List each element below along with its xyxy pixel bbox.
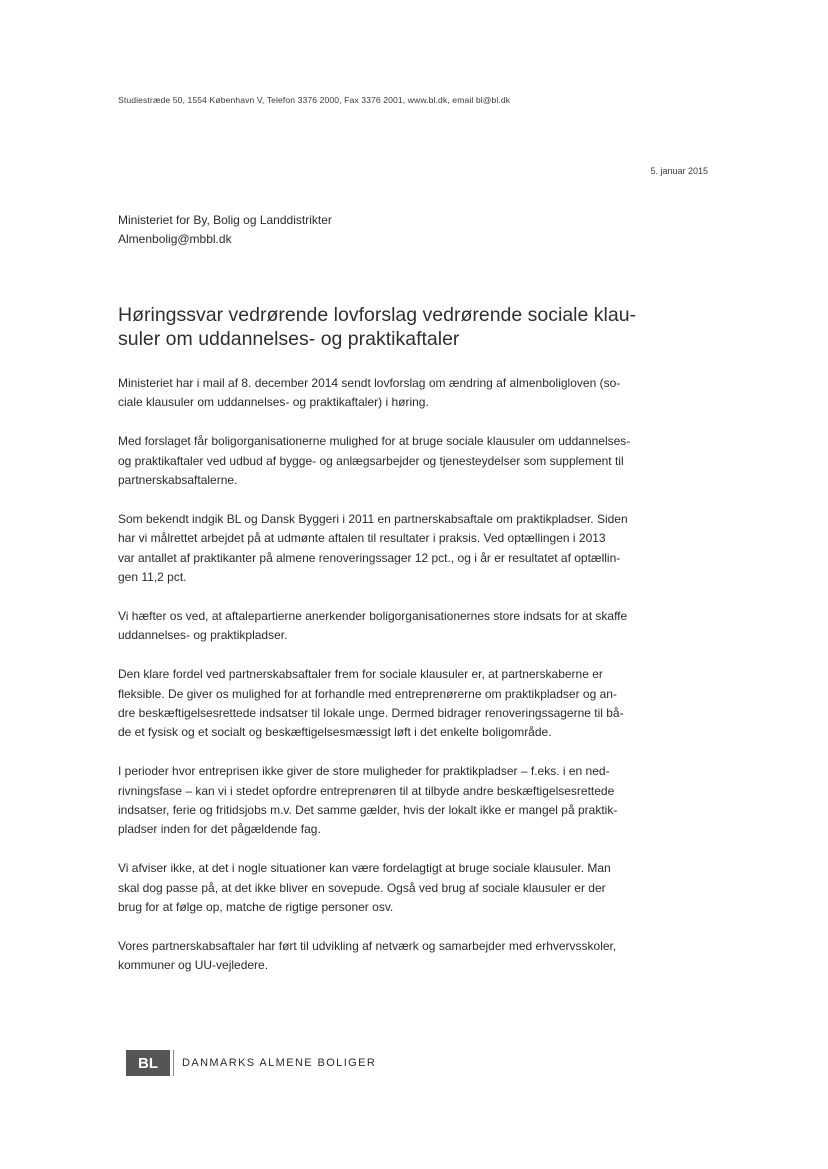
- paragraph-line: fleksible. De giver os mulighed for at forhandle med entreprenørerne om praktikpladser og an-: [118, 686, 617, 701]
- paragraph-line: har vi målrettet arbejdet på at udmønte aftalen til resultater i praksis. Ved optællingen i 2013: [118, 531, 606, 546]
- paragraph-line: partnerskabsaftalerne.: [118, 472, 238, 487]
- paragraph-line: rivningsfase – kan vi i stedet opfordre entreprenøren til at tilbyde andre beskæftigelsesrettede: [118, 783, 615, 798]
- paragraph-line: Som bekendt indgik BL og Dansk Byggeri i 2011 en partnerskabsaftale om praktikpladser. Siden: [118, 512, 628, 527]
- paragraph-line: var antallet af praktikanter på almene renoveringssager 12 pct., og i år er resultatet af optællin-: [118, 550, 621, 565]
- paragraph: [118, 665, 718, 742]
- paragraph-line: indsatser, ferie og fritidsjobs m.v. Det samme gælder, hvis der lokalt ikke er mangel på praktik-: [118, 803, 618, 818]
- logo-divider: [173, 1050, 174, 1076]
- title-line: suler om uddannelses- og praktikaftaler: [118, 328, 460, 350]
- paragraph: [118, 374, 718, 413]
- paragraph-line: pladser inden for det pågældende fag.: [118, 822, 321, 837]
- letter-body: [118, 374, 718, 996]
- paragraph: [118, 607, 718, 646]
- paragraph-line: gen 11,2 pct.: [118, 569, 187, 584]
- recipient-name: Ministeriet for By, Bolig og Landdistrikter: [118, 213, 332, 227]
- letterhead-address: Studiestræde 50, 1554 København V, Telefon 3376 2000, Fax 3376 2001, www.bl.dk, email bl@bl.dk: [118, 95, 511, 105]
- letter-title: [118, 303, 718, 351]
- letter-date: 5. januar 2015: [650, 166, 708, 176]
- paragraph-line: Den klare fordel ved partnerskabsaftaler frem for sociale klausuler er, at partnerskaberne er: [118, 667, 603, 682]
- paragraph: [118, 859, 718, 917]
- title-line: Høringssvar vedrørende lovforslag vedrørende sociale klau-: [118, 304, 637, 326]
- paragraph-line: brug for at følge op, matche de rigtige personer osv.: [118, 900, 394, 915]
- organization-name: DANMARKS ALMENE BOLIGER: [182, 1057, 377, 1069]
- paragraph-line: ciale klausuler om uddannelses- og praktikaftaler) i høring.: [118, 395, 429, 410]
- paragraph-line: I perioder hvor entreprisen ikke giver de store muligheder for praktikpladser – f.eks. i en ned-: [118, 764, 610, 779]
- paragraph-line: skal dog passe på, at det ikke bliver en sovepude. Også ved brug af sociale klausuler er der: [118, 880, 606, 895]
- bl-logo-mark: BL: [126, 1050, 170, 1076]
- paragraph-line: Vi afviser ikke, at det i nogle situationer kan være fordelagtigt at bruge sociale klausuler. Man: [118, 861, 611, 876]
- paragraph: [118, 510, 718, 587]
- paragraph: [118, 762, 718, 839]
- paragraph-line: kommuner og UU-vejledere.: [118, 958, 269, 973]
- paragraph-line: Vores partnerskabsaftaler har ført til udvikling af netværk og samarbejder med erhvervsskoler,: [118, 939, 617, 954]
- paragraph-line: og praktikaftaler ved udbud af bygge- og anlægsarbejder og tjenesteydelser som supplement til: [118, 453, 624, 468]
- paragraph-line: dre beskæftigelsesrettede indsatser til lokale unge. Dermed bidrager renoveringssagerne til bå-: [118, 706, 624, 721]
- paragraph: [118, 937, 718, 976]
- paragraph: [118, 432, 718, 490]
- footer-logo: [126, 1050, 376, 1076]
- paragraph-line: de et fysisk og et socialt og beskæftigelsesmæssigt løft i det enkelte boligområde.: [118, 725, 552, 740]
- recipient-block: [118, 211, 332, 249]
- recipient-email: Almenbolig@mbbl.dk: [118, 232, 232, 246]
- paragraph-line: Med forslaget får boligorganisationerne mulighed for at bruge sociale klausuler om uddannelses-: [118, 434, 631, 449]
- paragraph-line: uddannelses- og praktikpladser.: [118, 628, 288, 643]
- paragraph-line: Ministeriet har i mail af 8. december 2014 sendt lovforslag om ændring af almenboligloven (so-: [118, 376, 621, 390]
- paragraph-line: Vi hæfter os ved, at aftalepartierne anerkender boligorganisationernes store indsats for at skaffe: [118, 609, 628, 624]
